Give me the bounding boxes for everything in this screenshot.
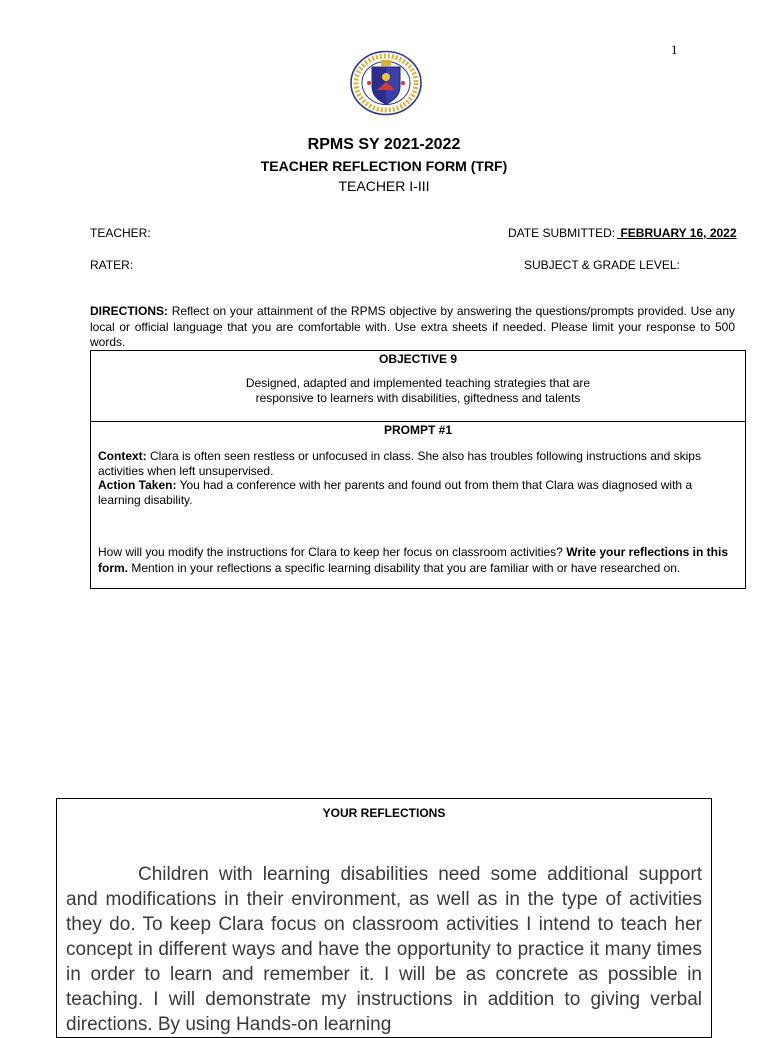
reflections-body: Children with learning disabilities need some additional support and modifications in their environment, as well as in the type of activities they do. To keep Clara focus on classroom activities I intend to teach her concept in different ways and have the opportunity to practice it many times in order to learn and remember it. I will be as concrete as possible in teaching. I will demonstrate my instructions in addition to giving verbal directions. By using Hands-on learning	[66, 864, 702, 1035]
objective-text: Designed, adapted and implemented teaching strategies that are responsive to learners with disabilities, giftedness and talents	[245, 376, 591, 405]
deped-seal-logo	[349, 50, 423, 116]
prompt-heading: PROMPT #1	[383, 423, 452, 437]
page-number: 1	[671, 42, 678, 57]
objective-box	[90, 350, 746, 422]
reflections-text	[66, 862, 702, 1037]
subject-grade-label: SUBJECT & GRADE LEVEL:	[524, 258, 680, 272]
prompt-context	[98, 449, 738, 478]
prompt-action	[98, 478, 738, 507]
question-bold: Write your reflections in this form.	[98, 545, 729, 575]
date-submitted-field	[508, 226, 737, 240]
context-label: Context:	[98, 449, 147, 463]
question-part2: Mention in your reflections a specific learning disability that you are familiar with or have researched on.	[128, 561, 681, 575]
action-text: You had a conference with her parents and found out from them that Clara was diagnosed with a learning disability.	[98, 478, 693, 507]
reflections-box	[56, 798, 712, 1038]
directions-text: Reflect on your attainment of the RPMS objective by answering the questions/prompts provided. Use any local or official language that you are comfortable with. Use extra sheets if needed. Please limit your response to 500 words.	[90, 304, 735, 349]
action-label: Action Taken:	[98, 478, 177, 492]
reflections-heading: YOUR REFLECTIONS	[322, 806, 446, 820]
document-title: RPMS SY 2021-2022	[307, 136, 461, 153]
prompt-body	[91, 449, 745, 507]
document-subtitle: TEACHER REFLECTION FORM (TRF)	[260, 158, 508, 174]
context-text: Clara is often seen restless or unfocused in class. She also has troubles following instructions and skips activities when left unsupervised.	[98, 449, 701, 478]
rater-label: RATER:	[90, 258, 134, 272]
teacher-label: TEACHER:	[90, 226, 151, 240]
date-submitted-value: FEBRUARY 16, 2022	[617, 226, 737, 240]
position-level: TEACHER I-III	[338, 178, 430, 194]
prompt-question	[91, 544, 745, 576]
objective-heading: OBJECTIVE 9	[378, 352, 458, 366]
question-part1: How will you modify the instructions for Clara to keep her focus on classroom activities?	[98, 545, 567, 559]
date-submitted-label: DATE SUBMITTED:	[508, 226, 616, 240]
directions-label: DIRECTIONS:	[90, 304, 168, 318]
directions-paragraph	[90, 304, 735, 351]
prompt-box	[90, 421, 746, 589]
